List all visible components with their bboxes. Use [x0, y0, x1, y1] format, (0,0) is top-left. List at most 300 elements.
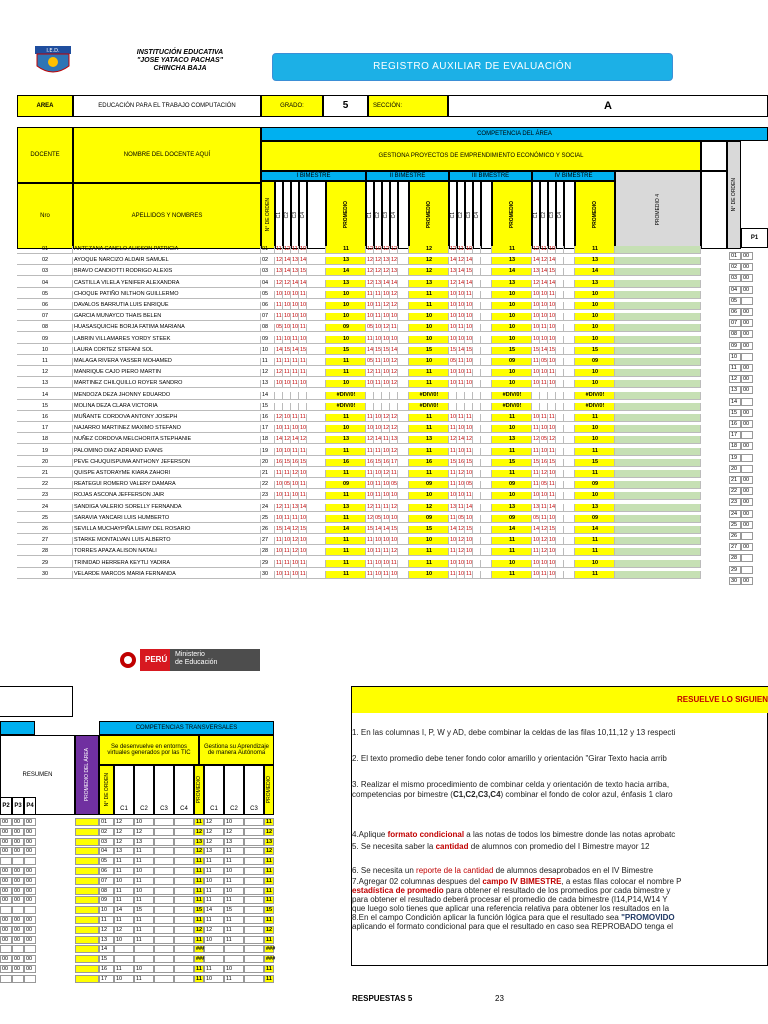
tv-cell: [174, 857, 194, 865]
grade-cell: 10: [292, 570, 299, 577]
grade-cell: 12: [391, 548, 398, 555]
promedio-cell: 14: [575, 268, 615, 276]
grade-cell: 10: [367, 425, 374, 432]
grade-cell: 10: [549, 358, 556, 364]
grade-cell: 14: [284, 526, 291, 532]
gap-cell: [481, 414, 492, 422]
tv-cell: 12: [196, 926, 203, 933]
gap-cell: [564, 358, 575, 366]
grade-cell: 14: [284, 257, 291, 264]
grade-cell: 13: [391, 268, 398, 275]
promedio-cell: 14: [326, 526, 366, 534]
gap-cell: [307, 347, 326, 355]
promedio-cell: 11: [326, 369, 366, 377]
tv-cell: [174, 867, 194, 875]
tv-area-cell: [75, 818, 99, 826]
grade-cell: 10: [284, 537, 291, 544]
grade-cell: 05: [466, 481, 473, 488]
tv-cell: [174, 906, 194, 914]
gap-cell: [398, 291, 409, 299]
promedio-cell: 11: [492, 470, 532, 478]
tv-row: [0, 916, 274, 924]
row-number: 20: [17, 459, 73, 467]
tv-cell: 11: [194, 916, 204, 924]
grade-cell: 14: [533, 257, 540, 264]
grade-cell: 12: [541, 526, 548, 532]
grade-cell: 11: [367, 470, 373, 476]
right-row: [729, 554, 768, 562]
right-p1: 00: [741, 476, 753, 484]
tv-area-cell: [75, 936, 99, 944]
gap-cell: [564, 324, 575, 332]
grade-cell: 12: [292, 548, 299, 555]
gap-cell: [481, 280, 492, 288]
grade-cell: 05: [541, 436, 548, 443]
gap-cell: [481, 336, 492, 344]
gap-cell: [564, 526, 575, 534]
tv-cell: [154, 887, 174, 895]
tv-cell: [244, 838, 264, 846]
promedio-cell: 10: [326, 302, 366, 310]
right-p1: [741, 566, 753, 574]
gap-cell: [564, 470, 575, 478]
grade-cell: [540, 403, 548, 411]
right-row: [729, 543, 768, 551]
grade-cell: [556, 392, 564, 400]
student-name: DAVALOS BARRUTIA LUIS ENRIQUE: [73, 302, 261, 310]
grade-cell: 11: [466, 570, 472, 577]
tv-promedio-area: PROMEDIO DEL ÁREA: [75, 735, 99, 815]
tv-cell: 11: [194, 936, 204, 944]
grade-cell: 13: [292, 257, 299, 264]
gap-cell: [307, 481, 326, 489]
grade-cell: 10: [284, 302, 291, 308]
promedio-cell: 13: [326, 504, 366, 512]
grade-cell: [465, 392, 473, 400]
tv-p-cell: [0, 945, 12, 953]
promedio-cell: 11: [575, 448, 615, 456]
promedio-cell: 10: [326, 291, 366, 299]
gap-cell: [564, 481, 575, 489]
promedio-cell: 11: [409, 560, 449, 568]
promedio-cell: 10: [492, 336, 532, 344]
grade-cell: 10: [458, 313, 465, 320]
grade-cell: 10: [292, 324, 299, 331]
promedio-cell: 10: [492, 302, 532, 310]
gap-cell: [398, 347, 409, 355]
gap-cell: [564, 280, 575, 288]
grade-cell: [556, 448, 564, 456]
tv-cell: [174, 926, 194, 934]
gap-cell: [307, 414, 326, 422]
grade-cell: 10: [541, 559, 548, 566]
tv-cell: 11: [264, 877, 274, 885]
student-name: MALAGA RIVERA YASSER MOHAMED: [73, 358, 261, 366]
tv-cell: [154, 867, 174, 875]
gap-cell: [564, 291, 575, 299]
tv-area-cell: [75, 945, 99, 953]
tv-area-cell: [75, 838, 99, 846]
grade-cell: [473, 336, 481, 344]
student-name: QUISPE ASTORAYME KIARA ZAHORI: [73, 470, 261, 478]
right-p1: 00: [741, 442, 753, 450]
student-name: MANRIQUE CAJO PIERO MARTIN: [73, 369, 261, 377]
promedio-cell: 10: [492, 560, 532, 568]
right-p1: [741, 353, 753, 361]
promedio4-cell: [615, 459, 701, 467]
student-name: ROJAS ASCONA JEFFERSON JAIR: [73, 492, 261, 500]
grade-cell: 10: [549, 335, 556, 342]
grade-cell: 11: [549, 369, 555, 376]
table-row: [17, 291, 729, 299]
grade-cell: 10: [292, 481, 299, 488]
order-cell: 21: [261, 470, 275, 478]
grade-cell: 17: [391, 458, 398, 465]
grade-cell: 11: [458, 380, 464, 387]
order-cell: 15: [261, 403, 275, 411]
tv-cell: 11: [194, 896, 204, 904]
grade-cell: 14: [375, 436, 382, 443]
grade-cell: 10: [391, 570, 398, 577]
student-name: CHOQUE PATIÑO NILTHON GUILLERMO: [73, 291, 261, 299]
grade-cell: 10: [466, 358, 473, 364]
tv-p-cell: 00: [0, 877, 12, 885]
instruction-3b: competencias por bimestre (C1,C2,C3,C4) combinar el fondo de color azul, énfasis 1 claro: [352, 790, 673, 799]
criterio-header: C1: [449, 181, 457, 249]
tv-row: [0, 857, 274, 865]
gap-cell: [481, 515, 492, 523]
bimestre-header: IV BIMESTRE: [532, 171, 615, 181]
tv-cell: 17: [99, 975, 114, 983]
tv-p-cell: 00: [12, 867, 24, 875]
grade-cell: [275, 392, 283, 400]
grade-cell: 10: [383, 481, 390, 488]
promedio-cell: 11: [326, 470, 366, 478]
right-p1: 00: [741, 342, 753, 350]
grade-cell: 10: [300, 537, 307, 544]
grade-cell: 11: [276, 313, 282, 320]
tv-cell: [244, 936, 264, 944]
promedio-cell: 11: [492, 246, 532, 254]
promedio-cell: 11: [575, 246, 615, 254]
grade-cell: 11: [276, 470, 282, 476]
grade-cell: 15: [276, 526, 283, 532]
tv-orden: N° DE ORDEN: [99, 765, 114, 815]
promedio-cell: 15: [492, 347, 532, 355]
right-row: [729, 510, 768, 518]
promedio-cell: 11: [575, 537, 615, 545]
gap-cell: [564, 268, 575, 276]
grade-cell: 11: [284, 548, 290, 555]
grade-cell: 14: [549, 279, 556, 286]
grade-cell: 10: [533, 335, 540, 342]
gap-cell: [481, 246, 492, 254]
tv-cell: 10: [224, 867, 244, 875]
promedio-cell: 11: [409, 425, 449, 433]
grade-cell: 11: [367, 559, 373, 566]
tv-cell: 11: [204, 896, 224, 904]
promedio-cell: 10: [409, 358, 449, 366]
tv-cell: 12: [114, 828, 134, 836]
grade-cell: 10: [466, 425, 473, 432]
blank-header: [701, 141, 727, 171]
right-p1: [741, 532, 753, 540]
grade-cell: 11: [276, 358, 282, 364]
right-p1: [741, 398, 753, 406]
tv-p-cell: 00: [0, 867, 12, 875]
grade-cell: 12: [367, 279, 374, 286]
tv-cell: [244, 975, 264, 983]
table-row: [17, 358, 729, 366]
grade-cell: 10: [292, 302, 299, 308]
seccion-label: SECCIÓN:: [368, 95, 448, 117]
right-order: 30: [729, 577, 741, 585]
order-cell: 12: [261, 369, 275, 377]
tv-row: [0, 975, 274, 983]
table-row: [17, 280, 729, 288]
tv-cell: 12: [204, 926, 224, 934]
gap-cell: [564, 380, 575, 388]
grade-cell: 10: [533, 414, 540, 420]
promedio-cell: 10: [575, 302, 615, 310]
tv-c1-header: C3: [154, 765, 174, 815]
competencia-area-header: COMPETENCIA DEL ÁREA: [261, 127, 768, 141]
promedio-cell: 09: [326, 481, 366, 489]
tv-p-cell: [0, 906, 12, 914]
tv-cell: [244, 945, 264, 953]
student-name: GARCIA MUNAYCO THAIS BELEN: [73, 313, 261, 321]
grade-cell: 12: [276, 369, 283, 376]
grade-cell: 12: [391, 447, 398, 454]
criterio-header: C2: [283, 181, 291, 249]
tv-p-cell: 00: [24, 887, 36, 895]
grade-cell: 12: [391, 302, 398, 308]
tv-area-cell: [75, 975, 99, 983]
promedio4-cell: [615, 369, 701, 377]
promedio-cell: 10: [575, 324, 615, 332]
promedio-cell: 10: [409, 313, 449, 321]
promedio-cell: 11: [326, 246, 366, 254]
table-row: [17, 302, 729, 310]
promedio-cell: 09: [492, 481, 532, 489]
instruction-7d: que luego solo tienes que aplicar una referencia relativa para obtener los resultados en la: [352, 904, 670, 913]
grade-cell: 10: [466, 559, 473, 566]
tv-cell: [244, 847, 264, 855]
student-name: HUASASQUICHE BORJA FATIMA MARIANA: [73, 324, 261, 332]
gap-cell: [307, 291, 326, 299]
grade-cell: 15: [300, 458, 307, 465]
gap-cell: [307, 380, 326, 388]
tv-cell: [174, 818, 194, 826]
promedio-cell: 11: [409, 380, 449, 388]
grade-cell: 05: [533, 514, 540, 521]
tv-cell: [134, 955, 154, 963]
grade-cell: 11: [533, 481, 539, 488]
student-name: NUÑEZ CORDOVA MELCHORITA STEPHANIE: [73, 436, 261, 444]
promedio-cell: 11: [492, 448, 532, 456]
promedio-cell: 10: [575, 369, 615, 377]
grade-cell: 13: [276, 268, 283, 275]
tv-row: [0, 877, 274, 885]
grade-cell: [556, 515, 564, 523]
tv-cell: 11: [114, 916, 134, 924]
area-label: AREA: [17, 95, 73, 117]
tv-cell: 12: [266, 926, 273, 933]
right-p1-header: P1: [741, 228, 768, 248]
tv-cell: 10: [134, 818, 154, 826]
report-title: REGISTRO AUXILIAR DE EVALUACIÓN: [272, 53, 673, 81]
grade-cell: 11: [284, 492, 290, 499]
grade-cell: 10: [541, 290, 548, 297]
tv-row: [0, 838, 274, 846]
grade-cell: 15: [300, 268, 307, 275]
grade-cell: [548, 392, 556, 400]
table-row: [17, 336, 729, 344]
promedio-cell: 09: [575, 515, 615, 523]
grade-cell: [449, 392, 457, 400]
grade-cell: 15: [450, 346, 457, 353]
tv-cell: 11: [134, 936, 154, 944]
grade-cell: 12: [391, 414, 398, 420]
tv-cell: [174, 877, 194, 885]
grade-cell: 13: [533, 268, 540, 275]
tv-p-cell: 00: [24, 867, 36, 875]
tv-cell: [244, 818, 264, 826]
gap-cell: [307, 324, 326, 332]
grade-cell: 11: [391, 324, 397, 331]
student-name: CASTILLA VILELA YENIFER ALEXANDRA: [73, 280, 261, 288]
tv-cell: [244, 896, 264, 904]
student-name: REATEGUI ROMERO VALERY DAMARA: [73, 481, 261, 489]
right-p1: 00: [741, 308, 753, 316]
grade-cell: [556, 268, 564, 276]
right-order: 18: [729, 442, 741, 450]
tv-area-cell: [75, 877, 99, 885]
grade-cell: 10: [533, 492, 540, 499]
tv-p-cell: [24, 857, 36, 865]
order-cell: 08: [261, 324, 275, 332]
promedio-cell: 12: [409, 246, 449, 254]
criterio-header: C3: [382, 181, 390, 249]
grade-cell: 10: [284, 335, 291, 342]
row-number: 24: [17, 504, 73, 512]
grade-cell: 12: [383, 425, 390, 432]
grade-cell: 15: [549, 526, 556, 532]
grade-cell: 12: [391, 380, 398, 387]
order-cell: 10: [261, 347, 275, 355]
tv-cell: 11: [204, 867, 224, 875]
gap-cell: [307, 470, 326, 478]
grade-cell: 11: [375, 503, 381, 510]
right-row: [729, 577, 768, 585]
order-cell: 03: [261, 268, 275, 276]
grade-cell: 10: [541, 492, 548, 499]
promedio-cell: 10: [492, 291, 532, 299]
grade-cell: 10: [466, 324, 473, 331]
instruction-8b: aplicando el formato condicional para que el resultado en caso sea REPROBADO tenga el: [352, 922, 674, 931]
grade-cell: 11: [292, 514, 298, 521]
grade-cell: [556, 537, 564, 545]
grade-cell: 13: [383, 257, 390, 264]
gap-cell: [307, 504, 326, 512]
grade-cell: 10: [383, 358, 390, 364]
promedio4-cell: [615, 481, 701, 489]
grade-cell: [374, 392, 382, 400]
grade-cell: [275, 403, 283, 411]
grade-cell: 11: [450, 570, 456, 577]
criterio-header: C1: [275, 181, 283, 249]
tv-cell: 11: [204, 857, 224, 865]
gap-cell: [307, 425, 326, 433]
grade-cell: 10: [391, 492, 398, 499]
tv-cell: 11: [264, 975, 274, 983]
gap-cell: [398, 324, 409, 332]
grade-cell: 15: [466, 526, 473, 532]
tv-cell: [174, 887, 194, 895]
promedio-cell: 13: [492, 436, 532, 444]
grade-cell: 14: [391, 279, 398, 286]
promedio-cell: 09: [409, 481, 449, 489]
row-number: 02: [17, 257, 73, 265]
right-row: [729, 330, 768, 338]
tv-cell: 11: [204, 916, 224, 924]
promedio-cell: 13: [492, 257, 532, 265]
grade-cell: [390, 392, 398, 400]
grade-cell: 16: [367, 458, 374, 465]
promedio-cell: 14: [492, 268, 532, 276]
student-name: PEVE CHUQUISPUMA ANTHONY JEFERSON: [73, 459, 261, 467]
row-number: 03: [17, 268, 73, 276]
gap-cell: [398, 302, 409, 310]
grade-cell: 10: [450, 537, 457, 544]
gap-cell: [398, 414, 409, 422]
grade-cell: 11: [375, 290, 381, 297]
grade-cell: 10: [276, 548, 283, 555]
tv-cell: 12: [134, 828, 154, 836]
grade-cell: 11: [375, 302, 381, 308]
promedio-cell: 13: [492, 504, 532, 512]
grade-cell: 11: [276, 335, 282, 342]
docente-label: DOCENTE: [17, 127, 73, 183]
grade-cell: 12: [458, 526, 465, 532]
gap-cell: [564, 403, 575, 411]
grade-cell: 11: [292, 369, 298, 376]
tv-cell: [244, 955, 264, 963]
student-name: NAJARRO MARTINEZ MAXIMO STEFANO: [73, 425, 261, 433]
tv-cell: 10: [134, 965, 154, 973]
respuestas-value: 23: [495, 994, 504, 1003]
tv-cell: [154, 975, 174, 983]
tv-p-cell: [0, 857, 12, 865]
order-cell: 20: [261, 459, 275, 467]
right-row: [729, 521, 768, 529]
grade-cell: 10: [383, 380, 390, 387]
order-cell: 23: [261, 492, 275, 500]
grade-cell: 10: [549, 514, 556, 521]
grade-cell: [473, 571, 481, 579]
table-row: [17, 504, 729, 512]
right-row: [729, 431, 768, 439]
tv-p-header: P2: [0, 797, 12, 815]
grade-cell: 10: [292, 492, 299, 499]
criterio-header: C4: [299, 181, 307, 249]
grade-cell: 10: [541, 447, 548, 454]
right-p1: [741, 554, 753, 562]
tv-cell: [244, 857, 264, 865]
grade-cell: 05: [284, 481, 291, 488]
row-number: 01: [17, 246, 73, 254]
grade-cell: 10: [466, 537, 473, 544]
